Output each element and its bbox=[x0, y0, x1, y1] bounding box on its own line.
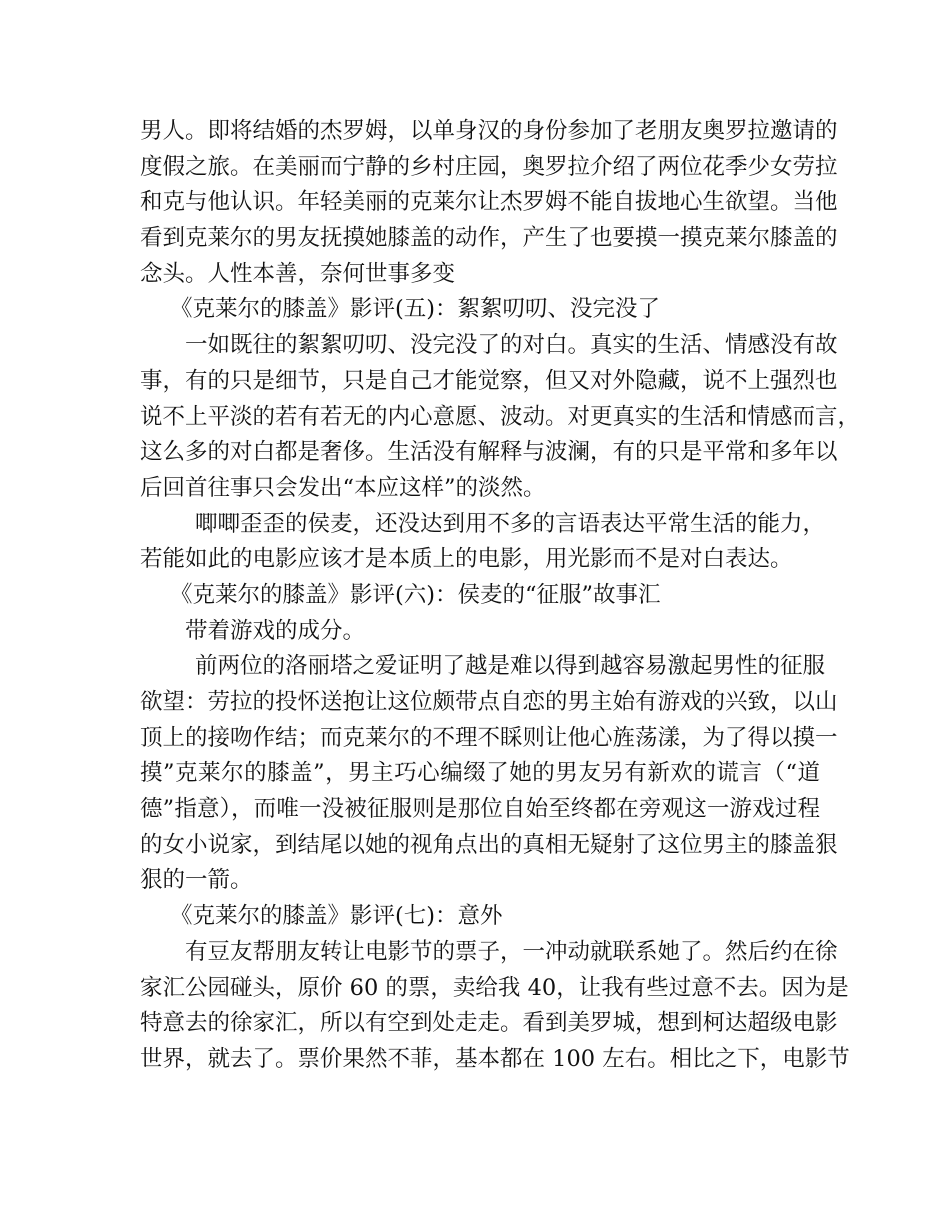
section-heading: 《克莱尔的膝盖》影评(六)：侯麦的“征服”故事汇 bbox=[170, 581, 661, 608]
text-line: 事，有的只是细节，只是自己才能觉察，但又对外隐藏，说不上强烈也 bbox=[140, 367, 838, 394]
text-line: 顶上的接吻作结；而克莱尔的不理不睬则让他心旌荡漾，为了得以摸一 bbox=[140, 724, 838, 751]
text-line: 狠的一箭。 bbox=[140, 867, 253, 894]
text-line: 若能如此的电影应该才是本质上的电影，用光影而不是对白表达。 bbox=[140, 546, 793, 573]
text-line: 欲望：劳拉的投怀送抱让这位颇带点自恋的男主始有游戏的兴致，以山 bbox=[140, 689, 838, 715]
text-line: 特意去的徐家汇，所以有空到处走走。看到美罗城，想到柯达超级电影 bbox=[140, 1010, 838, 1037]
text-line: 念头。人性本善，奈何世事多变 bbox=[140, 260, 456, 287]
text-line: 的女小说家，到结尾以她的视角点出的真相无疑射了这位男主的膝盖狠 bbox=[140, 831, 838, 858]
text-line: 男人。即将结婚的杰罗姆，以单身汉的身份参加了老朋友奥罗拉邀请的 bbox=[140, 118, 838, 144]
text-line: 家汇公园碰头，原价 60 的票，卖给我 40，让我有些过意不去。因为是 bbox=[140, 974, 849, 1001]
section-heading: 《克莱尔的膝盖》影评(七)：意外 bbox=[170, 903, 503, 930]
text-line: 说不上平淡的若有若无的内心意愿、波动。对更真实的生活和情感而言， bbox=[140, 403, 861, 430]
text-line: 带着游戏的成分。 bbox=[185, 617, 366, 644]
text-line: 德”指意），而唯一没被征服则是那位自始至终都在旁观这一游戏过程 bbox=[140, 796, 820, 823]
text-line: 有豆友帮朋友转让电影节的票子，一冲动就联系她了。然后约在徐 bbox=[185, 938, 838, 965]
text-line: 这么多的对白都是奢侈。生活没有解释与波澜，有的只是平常和多年以 bbox=[140, 439, 838, 466]
document-body bbox=[140, 114, 861, 1078]
text-line: 前两位的洛丽塔之爱证明了越是难以得到越容易激起男性的征服 bbox=[195, 653, 826, 680]
text-line: 看到克莱尔的男友抚摸她膝盖的动作，产生了也要摸一摸克莱尔膝盖的 bbox=[140, 225, 838, 252]
text-line: 一如既往的絮絮叨叨、没完没了的对白。真实的生活、情感没有故 bbox=[185, 332, 838, 359]
section-heading: 《克莱尔的膝盖》影评(五)：絮絮叨叨、没完没了 bbox=[170, 296, 661, 323]
text-line: 和克与他认识。年轻美丽的克莱尔让杰罗姆不能自拔地心生欲望。当他 bbox=[140, 189, 838, 216]
text-line: 后回首往事只会发出“本应这样”的淡然。 bbox=[140, 474, 546, 501]
text-line: 唧唧歪歪的侯麦，还没达到用不多的言语表达平常生活的能力， bbox=[195, 510, 826, 537]
text-line: 摸”克莱尔的膝盖”，男主巧心编缀了她的男友另有新欢的谎言（“道 bbox=[140, 760, 820, 787]
text-line: 世界，就去了。票价果然不菲，基本都在 100 左右。相比之下，电影节 bbox=[140, 1045, 850, 1072]
text-line: 度假之旅。在美丽而宁静的乡村庄园，奥罗拉介绍了两位花季少女劳拉 bbox=[140, 153, 838, 180]
